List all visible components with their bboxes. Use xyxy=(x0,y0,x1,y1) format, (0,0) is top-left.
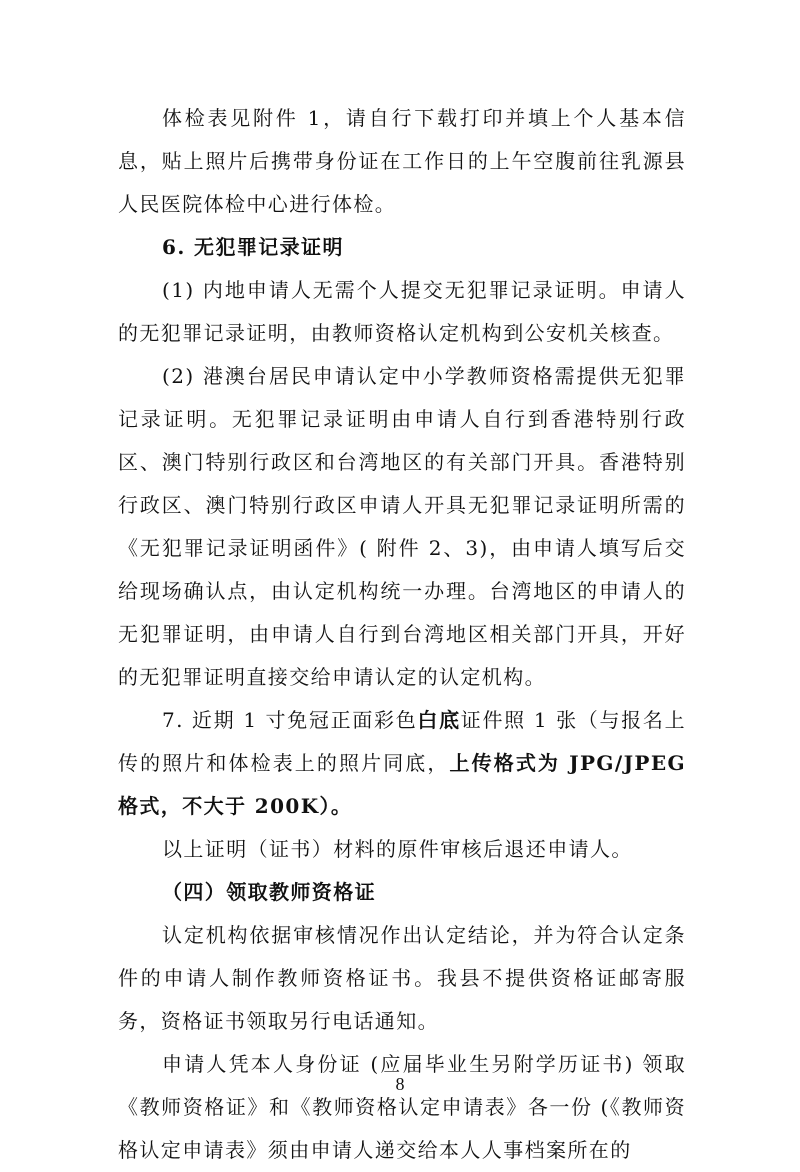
paragraph-collection-requirements: 申请人凭本人身份证 (应届毕业生另附学历证书) 领取《教师资格证》和《教师资格认定申请表》各一份 (《教师资格认定申请表》须由申请人递交给本人人事档案所在的 xyxy=(118,1052,686,1162)
paragraph-certification-result: 认定机构依据审核情况作出认定结论，并为符合认定条件的申请人制作教师资格证书。我县不提供资格证邮寄服务，资格证书领取另行电话通知。 xyxy=(118,923,686,1033)
paragraph-health-form: 体检表见附件 1，请自行下载打印并填上个人基本信息，贴上照片后携带身份证在工作日的上午空腹前往乳源县人民医院体检中心进行体检。 xyxy=(118,106,686,216)
photo-text-2: 证件照 1 张（与报名上传的照片和体检表上的照片同底， xyxy=(118,708,686,775)
paragraph-photo-requirement xyxy=(118,699,686,828)
page-number: 8 xyxy=(395,1074,405,1094)
paragraph-originals-returned: 以上证明（证书）材料的原件审核后退还申请人。 xyxy=(162,837,633,861)
heading-collect-certificate: （四）领取教师资格证 xyxy=(162,880,376,904)
photo-text-format: 上传格式为 JPG/JPEG 格式，不大于 200K）。 xyxy=(118,751,686,818)
photo-text-white-bg: 白底 xyxy=(417,708,461,732)
heading-no-criminal-record: 6. 无犯罪记录证明 xyxy=(162,235,344,259)
body-text xyxy=(118,97,686,1172)
paragraph-hk-macao-taiwan: (2) 港澳台居民申请认定中小学教师资格需提供无犯罪记录证明。无犯罪记录证明由申请人自行到香港特别行政区、澳门特别行政区和台湾地区的有关部门开具。香港特别行政区、澳门特别行政区申请人开具无犯罪记录证明所需的《无犯罪记录证明函件》( 附件 2、3)，由申请人填写后交给现场确认点，由认定机构统一办理。台湾地区的申请人的无犯罪证明，由申请人自行到台湾地区相关部门开具，开好的无犯罪证明直接交给申请认定的认定机构。 xyxy=(118,364,686,689)
paragraph-mainland-applicants: (1) 内地申请人无需个人提交无犯罪记录证明。申请人的无犯罪记录证明，由教师资格认定机构到公安机关核查。 xyxy=(118,278,686,345)
photo-text-1: 7. 近期 1 寸免冠正面彩色 xyxy=(162,708,418,732)
